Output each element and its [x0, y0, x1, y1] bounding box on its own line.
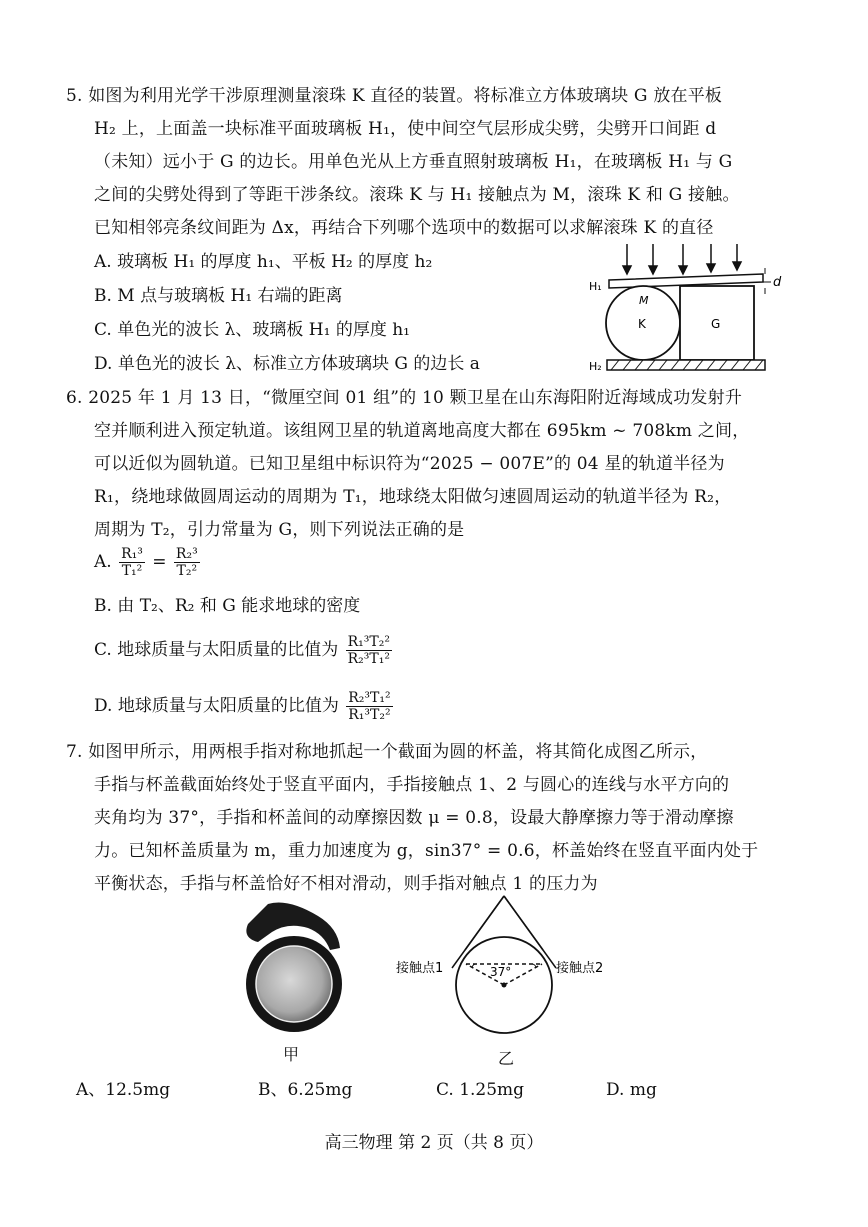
q6-option-a-lhs	[119, 546, 145, 579]
q6-option-d	[94, 690, 395, 723]
q7-option-d: D. mg	[606, 1080, 657, 1100]
d-label: d	[773, 275, 782, 290]
q5-line-1: 5. 如图为利用光学干涉原理测量滚珠 K 直径的装置。将标准立方体玻璃块 G 放在平板	[66, 86, 723, 106]
circle-center	[502, 983, 507, 988]
q7-option-b: B、6.25mg	[258, 1080, 353, 1100]
q7-line-2: 手指与杯盖截面始终处于竖直平面内，手指接触点 1、2 与圆心的连线与水平方向的	[94, 775, 730, 795]
q7-diagram-figure	[392, 892, 632, 1042]
q5-wedge-figure	[585, 240, 785, 380]
g-label: G	[711, 317, 721, 331]
q6-option-d-num: R₂³T₁²	[348, 690, 391, 706]
plate-h2	[607, 360, 765, 370]
q7-option-a: A、12.5mg	[76, 1080, 171, 1100]
angle-label: 37°	[490, 965, 512, 979]
q6-option-a-eq: =	[152, 552, 167, 572]
q6-option-c	[94, 634, 394, 667]
q6-line-3: 可以近似为圆轨道。已知卫星组中标识符为“2025 − 007E”的 04 星的轨道半径为	[94, 454, 725, 474]
m-label: M	[639, 294, 649, 307]
q6-line-5: 周期为 T₂，引力常量为 G，则下列说法正确的是	[94, 520, 465, 540]
h1-label: H₁	[589, 280, 602, 293]
q5-option-a: A. 玻璃板 H₁ 的厚度 h₁、平板 H₂ 的厚度 h₂	[94, 252, 433, 272]
q6-option-a-lhs-num: R₁³	[121, 546, 143, 562]
q6-option-c-fraction	[346, 634, 392, 667]
q5-option-b: B. M 点与玻璃板 H₁ 右端的距离	[94, 286, 343, 306]
q6-line-1: 6. 2025 年 1 月 13 日，“微厘空间 01 组”的 10 颗卫星在山东海阳附近海域成功发射升	[66, 388, 743, 408]
q7-option-c: C. 1.25mg	[436, 1080, 525, 1100]
q5-line-4: 之间的尖劈处得到了等距干涉条纹。滚珠 K 与 H₁ 接触点为 M，滚珠 K 和 G 接触。	[94, 185, 740, 205]
q7-photo-figure	[228, 898, 352, 1034]
q6-option-b: B. 由 T₂、R₂ 和 G 能求地球的密度	[94, 596, 361, 616]
q7-line-3: 夹角均为 37°，手指和杯盖间的动摩擦因数 μ = 0.8，设最大静摩擦力等于滑动摩擦	[94, 808, 734, 828]
q5-line-3: （未知）远小于 G 的边长。用单色光从上方垂直照射玻璃板 H₁，在玻璃板 H₁ 与 G	[94, 152, 733, 172]
contact-2-label: 接触点2	[556, 961, 604, 976]
q6-line-2: 空并顺利进入预定轨道。该组网卫星的轨道离地高度大都在 695km ~ 708km 之间，	[94, 421, 750, 441]
q6-option-a-rhs-den: T₂²	[176, 563, 198, 579]
q6-line-4: R₁，绕地球做圆周运动的周期为 T₁，地球绕太阳做匀速圆周运动的轨道半径为 R₂，	[94, 487, 732, 507]
q7-line-5: 平衡状态，手指与杯盖恰好不相对滑动，则手指对触点 1 的压力为	[94, 874, 598, 894]
q6-option-a-label: A.	[94, 552, 112, 572]
page-footer: 高三物理 第 2 页（共 8 页）	[324, 1133, 544, 1153]
q7-line-1: 7. 如图甲所示，用两根手指对称地抓起一个截面为圆的杯盖，将其简化成图乙所示，	[66, 742, 708, 762]
q5-line-5: 已知相邻亮条纹间距为 Δx，再结合下列哪个选项中的数据可以求解滚珠 K 的直径	[94, 218, 714, 238]
k-label: K	[638, 317, 646, 331]
caption-yi: 乙	[498, 1049, 515, 1068]
q6-option-c-label: C. 地球质量与太阳质量的比值为	[94, 640, 339, 660]
q6-option-a	[94, 546, 202, 579]
q6-option-a-rhs-num: R₂³	[175, 546, 198, 562]
light-arrows	[623, 244, 741, 274]
q5-line-2: H₂ 上，上面盖一块标准平面玻璃板 H₁，使中间空气层形成尖劈，尖劈开口间距 d	[94, 119, 717, 139]
q6-option-a-rhs	[174, 546, 200, 579]
q6-option-c-num: R₁³T₂²	[347, 634, 390, 650]
contact-1-label: 接触点1	[396, 961, 444, 976]
q6-option-c-den: R₂³T₁²	[347, 651, 390, 667]
q6-option-d-label: D. 地球质量与太阳质量的比值为	[94, 696, 339, 716]
h2-label: H₂	[589, 360, 602, 373]
q6-option-d-den: R₁³T₂²	[348, 707, 391, 723]
q5-option-d: D. 单色光的波长 λ、标准立方体玻璃块 G 的边长 a	[94, 354, 480, 374]
q7-line-4: 力。已知杯盖质量为 m，重力加速度为 g，sin37° = 0.6，杯盖始终在竖直平面内处于	[94, 841, 759, 861]
caption-jia: 甲	[283, 1045, 300, 1064]
q6-option-d-fraction	[346, 690, 392, 723]
q6-option-a-lhs-den: T₁²	[121, 563, 143, 579]
q5-option-c: C. 单色光的波长 λ、玻璃板 H₁ 的厚度 h₁	[94, 320, 411, 340]
